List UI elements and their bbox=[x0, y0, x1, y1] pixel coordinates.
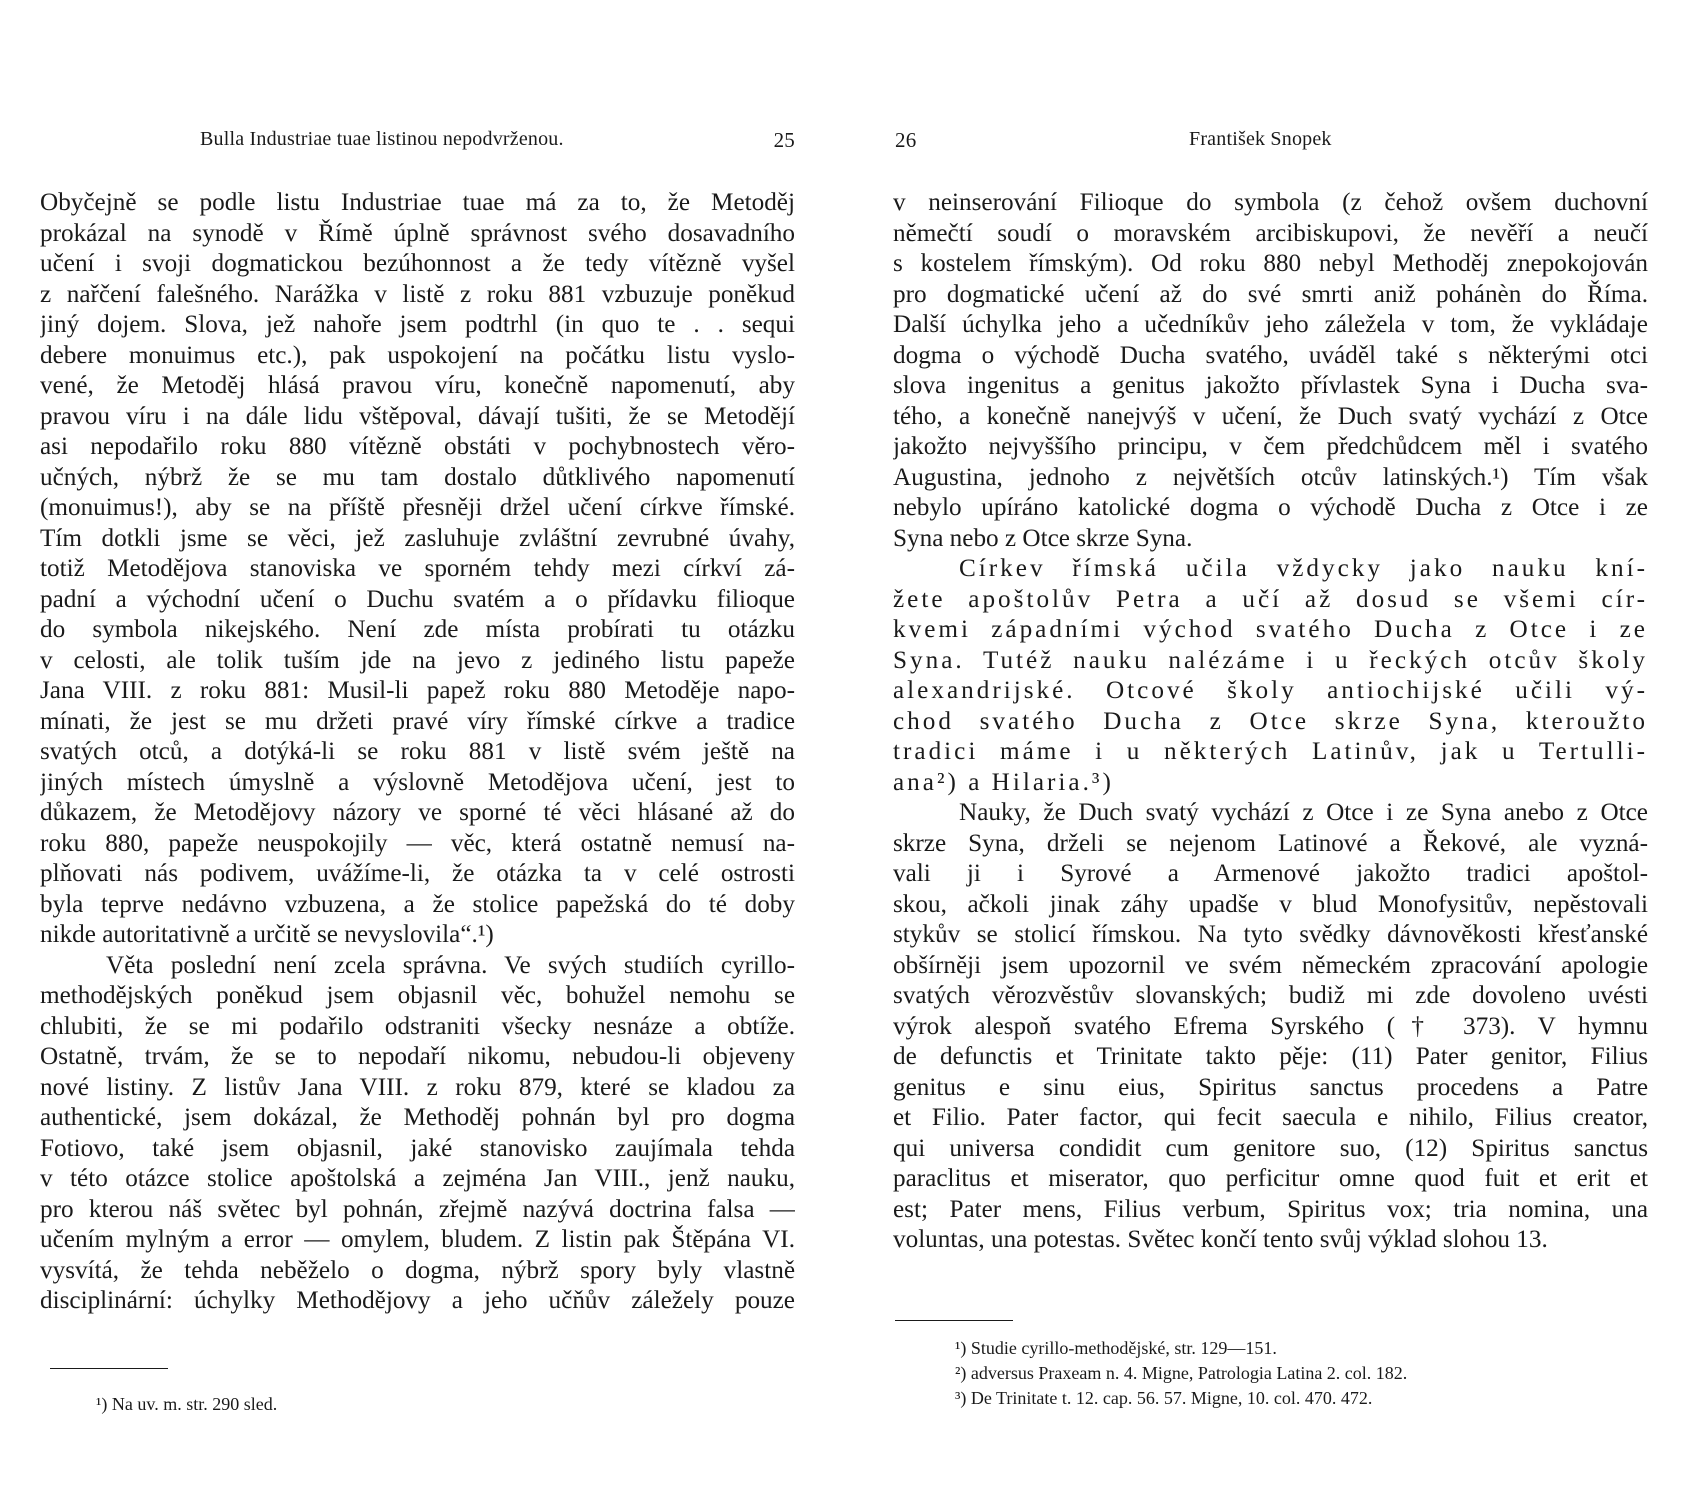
text-line: z nařčení falešného. Narážka v listě z roku 881 vzbuzuje poněkud bbox=[40, 280, 795, 308]
text-line: jakožto nejvyššího principu, v čem předchůdcem měl i svatého bbox=[893, 433, 1648, 460]
text-line: Syna nebo z Otce skrze Syna. bbox=[893, 524, 1193, 552]
text-line: methodějských poněkud jsem objasnil věc, bohužel nemohu se bbox=[40, 982, 795, 1009]
text-line: et Filio. Pater factor, qui fecit saecula e nihilo, Filius creator, bbox=[893, 1104, 1648, 1131]
text-line: s kostelem římským). Od roku 880 nebyl Methoděj znepokojován bbox=[893, 250, 1648, 277]
text-line: žete apoštolův Petra a učí až dosud se všemi cír- bbox=[893, 585, 1648, 613]
footnote: ¹) Na uv. m. str. 290 sled. bbox=[96, 1394, 278, 1414]
text-line: nikde autoritativně a určitě se nevyslovila“.¹) bbox=[40, 921, 494, 948]
text-line: jiný dojem. Slova, jež nahoře jsem podtrhl (in quo te . . sequi bbox=[40, 311, 795, 338]
text-line: prokázal na synodě v Římě úplně správnost svého dosavadního bbox=[40, 219, 795, 247]
text-line: učných, nýbrž že se mu tam dostalo důtklivého napomenutí bbox=[40, 463, 795, 491]
text-line: Jana VIII. z roku 881: Musil-li papež roku 880 Metoděje napo- bbox=[40, 677, 795, 704]
text-line: totiž Metodějova stanoviska ve sporném tehdy mezi církví zá- bbox=[40, 555, 795, 582]
text-line: pro dogmatické učení až do své smrti aniž pohánèn do Říma. bbox=[893, 280, 1648, 308]
body-text bbox=[40, 188, 795, 1317]
text-line: svatých věrozvěstův slovanských; budiž mi zde dovoleno uvésti bbox=[893, 982, 1648, 1009]
text-line: nebylo upíráno katolické dogma o východě Ducha z Otce i ze bbox=[893, 494, 1648, 521]
text-line: est; Pater mens, Filius verbum, Spiritus vox; tria nomina, una bbox=[893, 1195, 1648, 1223]
text-line: obšírněji jsem upozornil ve svém německém zpracování apologie bbox=[893, 951, 1648, 979]
text-line: tradici máme i u některých Latinův, jak u Tertulli- bbox=[893, 738, 1648, 765]
text-line: Augustina, jednoho z největších otcův latinských.¹) Tím však bbox=[893, 463, 1648, 491]
text-line: debere monuimus etc.), pak uspokojení na počátku listu vyslo- bbox=[40, 341, 795, 369]
running-title: Bulla Industriae tuae listinou nepodvrženou. bbox=[200, 128, 564, 150]
text-line: chod svatého Ducha z Otce skrze Syna, kteroužto bbox=[893, 707, 1648, 735]
text-line: vené, že Metoděj hlásá pravou víru, konečně napomenutí, aby bbox=[40, 372, 795, 399]
text-line: Obyčejně se podle listu Industriae tuae má za to, že Metoděj bbox=[40, 189, 795, 216]
footnote: ²) adversus Praxeam n. 4. Migne, Patrologia Latina 2. col. 182. bbox=[955, 1363, 1408, 1383]
page-number: 26 bbox=[895, 128, 917, 152]
text-line: mínati, že jest se mu držeti pravé víry římské církve a tradice bbox=[40, 707, 795, 735]
left-page bbox=[40, 0, 795, 1500]
text-line: v celosti, ale tolik tuším jde na jevo z jediného listu papeže bbox=[40, 646, 795, 674]
text-line: alexandrijské. Otcové školy antiochijské učili vý- bbox=[893, 677, 1648, 704]
text-line: plňovati nás podivem, uvážíme-li, že otázka ta v celé ostrosti bbox=[40, 860, 795, 887]
text-line: vysvítá, že tehda neběželo o dogma, nýbrž spory byly vlastně bbox=[40, 1256, 795, 1284]
text-line: důkazem, že Metodějovy názory ve sporné té věci hlásané až do bbox=[40, 799, 795, 826]
text-line: skrze Syna, drželi se nejenom Latinové a Řekové, ale vyzná- bbox=[893, 829, 1648, 857]
footnote: ¹) Studie cyrillo-methodějské, str. 129—151. bbox=[955, 1338, 1277, 1358]
text-line: pravou víru i na dále lidu vštěpoval, dávají tušiti, že se Metodějí bbox=[40, 402, 795, 430]
text-line: qui universa condidit cum genitore suo, (12) Spiritus sanctus bbox=[893, 1134, 1648, 1162]
text-line: Věta poslední není zcela správna. Ve svých studiích cyrillo- bbox=[106, 951, 795, 979]
text-line: Další úchylka jeho a učedníkův jeho záležela v tom, že vykládaje bbox=[893, 311, 1648, 338]
footnotes bbox=[96, 1392, 277, 1417]
text-line: genitus e sinu eius, Spiritus sanctus procedens a Patre bbox=[893, 1073, 1648, 1101]
text-line: chlubiti, že se mi podařilo odstraniti všecky nesnáze a obtíže. bbox=[40, 1012, 795, 1040]
text-line: jiných místech úmyslně a výslovně Metodějova učení, jest to bbox=[40, 768, 795, 796]
text-line: Tím dotkli jsme se věci, jež zasluhuje zvláštní zevrubné úvahy, bbox=[40, 524, 795, 552]
right-page bbox=[893, 0, 1648, 1500]
text-line: asi nepodařilo roku 880 vítězně obstáti v pochybnostech věro- bbox=[40, 433, 795, 460]
text-line: ana²) a Hilaria.³) bbox=[893, 768, 1114, 796]
text-line: slova ingenitus a genitus jakožto přívlastek Syna i Ducha sva- bbox=[893, 372, 1648, 399]
text-line: disciplinární: úchylky Methodějovy a jeho učňův záležely pouze bbox=[40, 1287, 795, 1314]
running-title: František Snopek bbox=[1189, 128, 1332, 150]
text-line: Fotiovo, také jsem objasnil, jaké stanovisko zaujímala tehda bbox=[40, 1134, 795, 1162]
text-line: paraclitus et miserator, quo perficitur omne quod fuit et erit et bbox=[893, 1165, 1648, 1192]
text-line: Syna. Tutéž nauku nalézáme i u řeckých otcův školy bbox=[893, 646, 1648, 674]
text-line: nové listiny. Z listův Jana VIII. z roku 879, které se kladou za bbox=[40, 1073, 795, 1101]
text-line: roku 880, papeže neuspokojily — věc, která ostatně nemusí na- bbox=[40, 829, 795, 857]
text-line: v neinserování Filioque do symbola (z čehož ovšem duchovní bbox=[893, 189, 1648, 216]
footnotes bbox=[955, 1336, 1407, 1411]
text-line: do symbola nikejského. Není zde místa probírati tu otázku bbox=[40, 616, 795, 643]
text-line: Ostatně, trvám, že se to nepodaří nikomu, nebudou-li objeveny bbox=[40, 1043, 795, 1070]
footnote: ³) De Trinitate t. 12. cap. 56. 57. Migne, 10. col. 470. 472. bbox=[955, 1388, 1373, 1408]
text-line: svatých otců, a dotýká-li se roku 881 v listě svém ještě na bbox=[40, 738, 795, 765]
text-line: učení i svoji dogmatickou bezúhonnost a že tedy vítězně vyšel bbox=[40, 250, 795, 277]
text-line: výrok alespoň svatého Efrema Syrského († 373). V hymnu bbox=[893, 1012, 1648, 1040]
page-number: 25 bbox=[773, 128, 795, 152]
text-line: skou, ačkoli jinak záhy upadše v blud Monofysitův, nepěstovali bbox=[893, 890, 1648, 918]
text-line: Nauky, že Duch svatý vychází z Otce i ze Syna anebo z Otce bbox=[959, 799, 1648, 826]
text-line: tého, a konečně nanejvýš v učení, že Duch svatý vychází z Otce bbox=[893, 402, 1648, 430]
text-line: dogma o východě Ducha svatého, uváděl také s některými otci bbox=[893, 341, 1648, 369]
text-line: němečtí soudí o moravském arcibiskupovi, že nevěří a neučí bbox=[893, 219, 1648, 247]
footnote-divider bbox=[895, 1320, 1013, 1321]
text-line: (monuimus!), aby se na příště přesněji držel učení církve římské. bbox=[40, 494, 795, 521]
text-line: pro kterou náš světec byl pohnán, zřejmě nazývá doctrina falsa — bbox=[40, 1195, 795, 1223]
text-line: v této otázce stolice apoštolská a zejména Jan VIII., jenž nauku, bbox=[40, 1165, 795, 1192]
text-line: Církev římská učila vždycky jako nauku kní- bbox=[959, 555, 1648, 582]
text-line: voluntas, una potestas. Světec končí tento svůj výklad slohou 13. bbox=[893, 1226, 1548, 1253]
footnote-divider bbox=[50, 1368, 168, 1369]
body-text bbox=[893, 188, 1648, 1256]
text-line: byla teprve nedávno vzbuzena, a že stolice papežská do té doby bbox=[40, 890, 795, 918]
text-line: stykův se stolicí římskou. Na tyto svědky dávnověkosti křesťanské bbox=[893, 921, 1648, 948]
text-line: vali ji i Syrové a Armenové jakožto tradici apoštol- bbox=[893, 860, 1648, 887]
text-line: de defunctis et Trinitate takto pěje: (11) Pater genitor, Filius bbox=[893, 1043, 1648, 1070]
text-line: kvemi západními východ svatého Ducha z Otce i ze bbox=[893, 616, 1648, 643]
text-line: authentické, jsem dokázal, že Methoděj pohnán byl pro dogma bbox=[40, 1104, 795, 1131]
text-line: padní a východní učení o Duchu svatém a o přídavku filioque bbox=[40, 585, 795, 613]
text-line: učením mylným a error — omylem, bludem. Z listin pak Štěpána VI. bbox=[40, 1226, 795, 1253]
